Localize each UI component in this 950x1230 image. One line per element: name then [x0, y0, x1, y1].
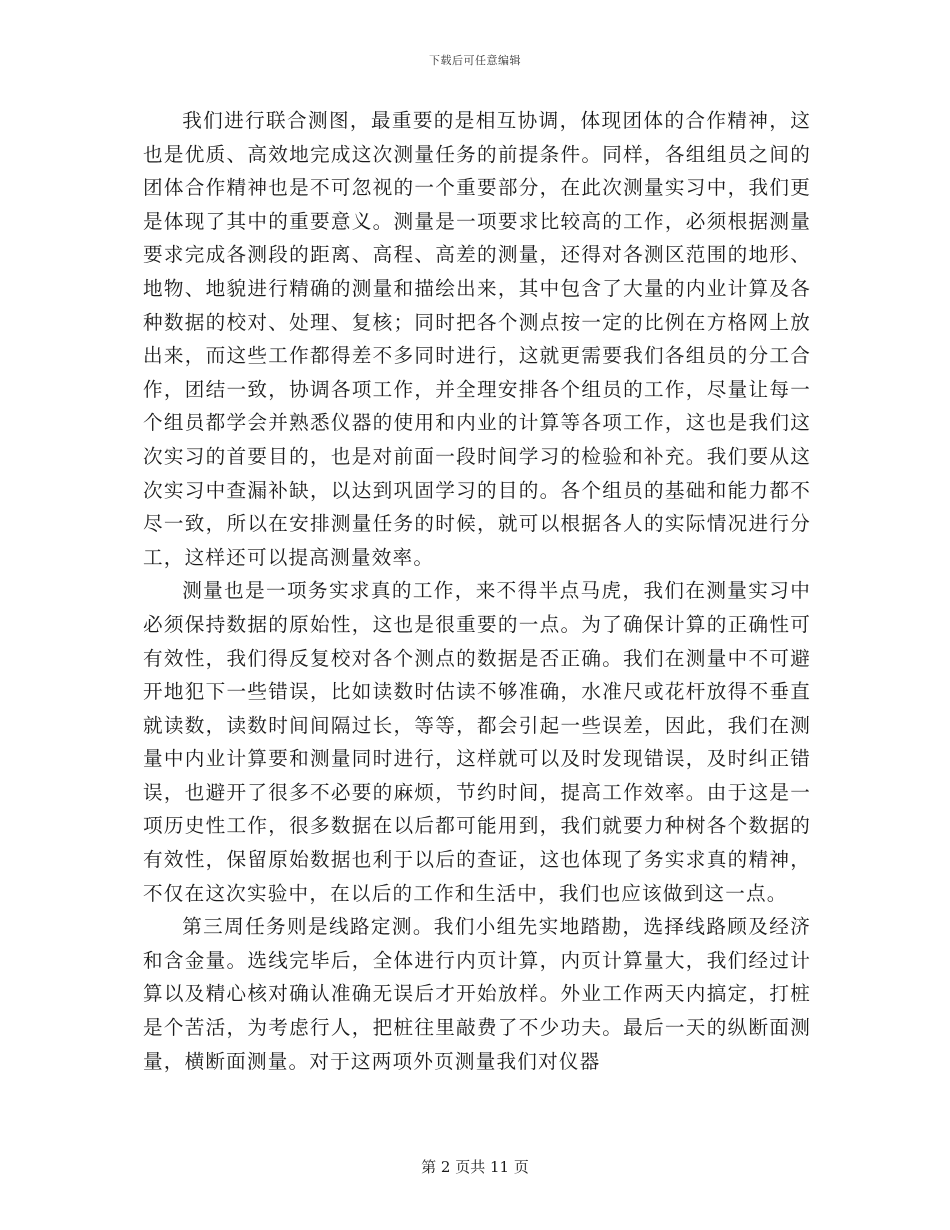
document-body	[143, 104, 811, 1078]
paragraph-3: 第三周任务则是线路定测。我们小组先实地踏勘，选择线路顾及经济和含金量。选线完毕后，全体进行内页计算，内页计算量大，我们经过计算以及精心核对确认准确无误后才开始放样。外业工作两天内搞定，打桩是个苦活，为考虑行人，把桩往里敲费了不少功夫。最后一天的纵断面测量，横断面测量。对于这两项外页测量我们对仪器	[143, 915, 811, 1073]
page-number: 第 2 页共 11 页	[421, 1158, 529, 1176]
paragraph-1: 我们进行联合测图，最重要的是相互协调，体现团体的合作精神，这也是优质、高效地完成这次测量任务的前提条件。同样，各组组员之间的团体合作精神也是不可忽视的一个重要部分，在此次测量实习中，我们更是体现了其中的重要意义。测量是一项要求比较高的工作，必须根据测量要求完成各测段的距离、高程、高差的测量，还得对各测区范围的地形、地物、地貌进行精确的测量和描绘出来，其中包含了大量的内业计算及各种数据的校对、处理、复核；同时把各个测点按一定的比例在方格网上放出来，而这些工作都得差不多同时进行，这就更需要我们各组员的分工合作，团结一致，协调各项工作，并全理安排各个组员的工作，尽量让每一个组员都学会并熟悉仪器的使用和内业的计算等各项工作，这也是我们这次实习的首要目的，也是对前面一段时间学习的检验和补充。我们要从这次实习中查漏补缺，以达到巩固学习的目的。各个组员的基础和能力都不尽一致，所以在安排测量任务的时候，就可以根据各人的实际情况进行分工，这样还可以提高测量效率。	[143, 109, 811, 569]
page-header: 下载后可任意编辑	[429, 54, 521, 67]
paragraph-2: 测量也是一项务实求真的工作，来不得半点马虎，我们在测量实习中必须保持数据的原始性，这也是很重要的一点。为了确保计算的正确性可有效性，我们得反复校对各个测点的数据是否正确。我们在测量中不可避开地犯下一些错误，比如读数时估读不够准确，水准尺或花杆放得不垂直就读数，读数时间间隔过长，等等，都会引起一些误差，因此，我们在测量中内业计算要和测量同时进行，这样就可以及时发现错误，及时纠正错误，也避开了很多不必要的麻烦，节约时间，提高工作效率。由于这是一项历史性工作，很多数据在以后都可能用到，我们就要力种树各个数据的有效性，保留原始数据也利于以后的查证，这也体现了务实求真的精神，不仅在这次实验中，在以后的工作和生活中，我们也应该做到这一点。	[143, 579, 811, 905]
